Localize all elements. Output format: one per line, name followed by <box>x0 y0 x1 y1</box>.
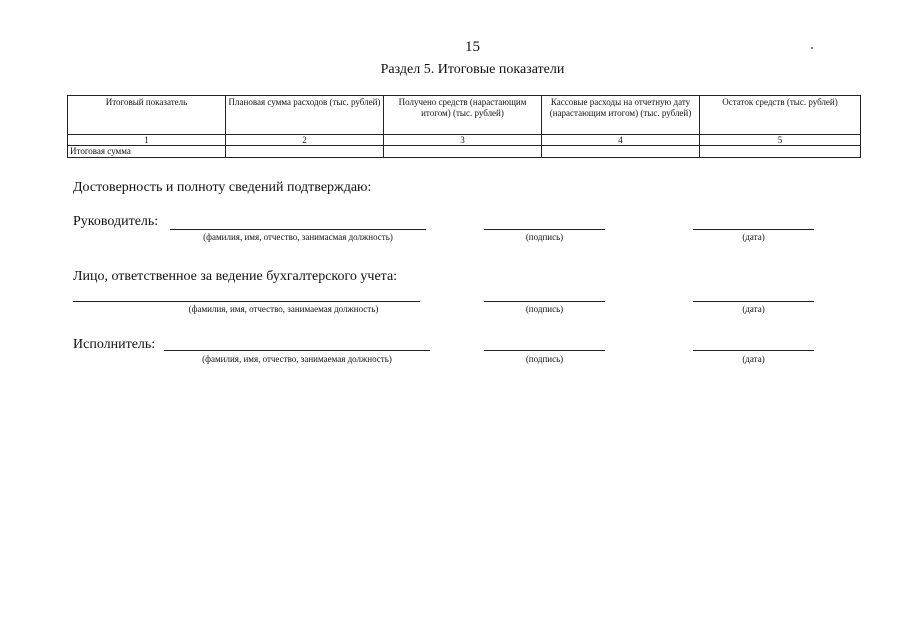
accountant-name-line <box>73 301 420 302</box>
executor-name-caption: (фамилия, имя, отчество, занимаемая должность) <box>202 354 392 364</box>
column-number: 4 <box>542 135 700 146</box>
header-cell: Итоговый показатель <box>68 96 226 135</box>
table-cell <box>542 146 700 158</box>
executor-label: Исполнитель: <box>73 337 156 352</box>
head-signature-line <box>484 229 605 230</box>
column-number: 3 <box>384 135 542 146</box>
header-cell: Остаток средств (тыс. рублей) <box>700 96 861 135</box>
accountant-date-caption: (дата) <box>742 304 765 314</box>
table-row <box>68 146 861 158</box>
head-label: Руководитель: <box>73 214 159 229</box>
head-date-caption: (дата) <box>742 232 765 242</box>
section-title: Раздел 5. Итоговые показатели <box>380 62 565 77</box>
head-date-line <box>693 229 814 230</box>
head-signature-caption: (подпись) <box>525 232 564 242</box>
header-cell: Плановая сумма расходов (тыс. рублей) <box>226 96 384 135</box>
column-number: 2 <box>226 135 384 146</box>
column-number: 5 <box>700 135 861 146</box>
table-cell <box>226 146 384 158</box>
column-number: 1 <box>68 135 226 146</box>
accountant-signature-line <box>484 301 605 302</box>
header-cell: Кассовые расходы на отчетную дату (нарастающим итогом) (тыс. рублей) <box>542 96 700 135</box>
head-name-line <box>170 229 426 230</box>
summary-table <box>67 95 861 158</box>
confirmation-text: Достоверность и полноту сведений подтверждаю: <box>73 180 372 195</box>
table-header-row <box>68 96 861 135</box>
executor-date-line <box>693 350 814 351</box>
accountant-date-line <box>693 301 814 302</box>
accountant-signature-caption: (подпись) <box>525 304 564 314</box>
row-label: Итоговая сумма <box>68 146 226 158</box>
executor-signature-line <box>484 350 605 351</box>
header-cell: Получено средств (нарастающим итогом) (тыс. рублей) <box>384 96 542 135</box>
scan-speck <box>811 47 813 49</box>
executor-signature-caption: (подпись) <box>525 354 564 364</box>
executor-date-caption: (дата) <box>742 354 765 364</box>
head-name-caption: (фамилия, имя, отчество, занимасмая должность) <box>203 232 393 242</box>
accountant-name-caption: (фамилия, имя, отчество, занимаемая должность) <box>188 304 379 314</box>
table-cell <box>700 146 861 158</box>
table-cell <box>384 146 542 158</box>
executor-name-line <box>164 350 430 351</box>
accountant-label: Лицо, ответственное за ведение бухгалтерского учета: <box>73 269 398 284</box>
page-number: 15 <box>465 39 480 55</box>
column-number-row <box>68 135 861 146</box>
